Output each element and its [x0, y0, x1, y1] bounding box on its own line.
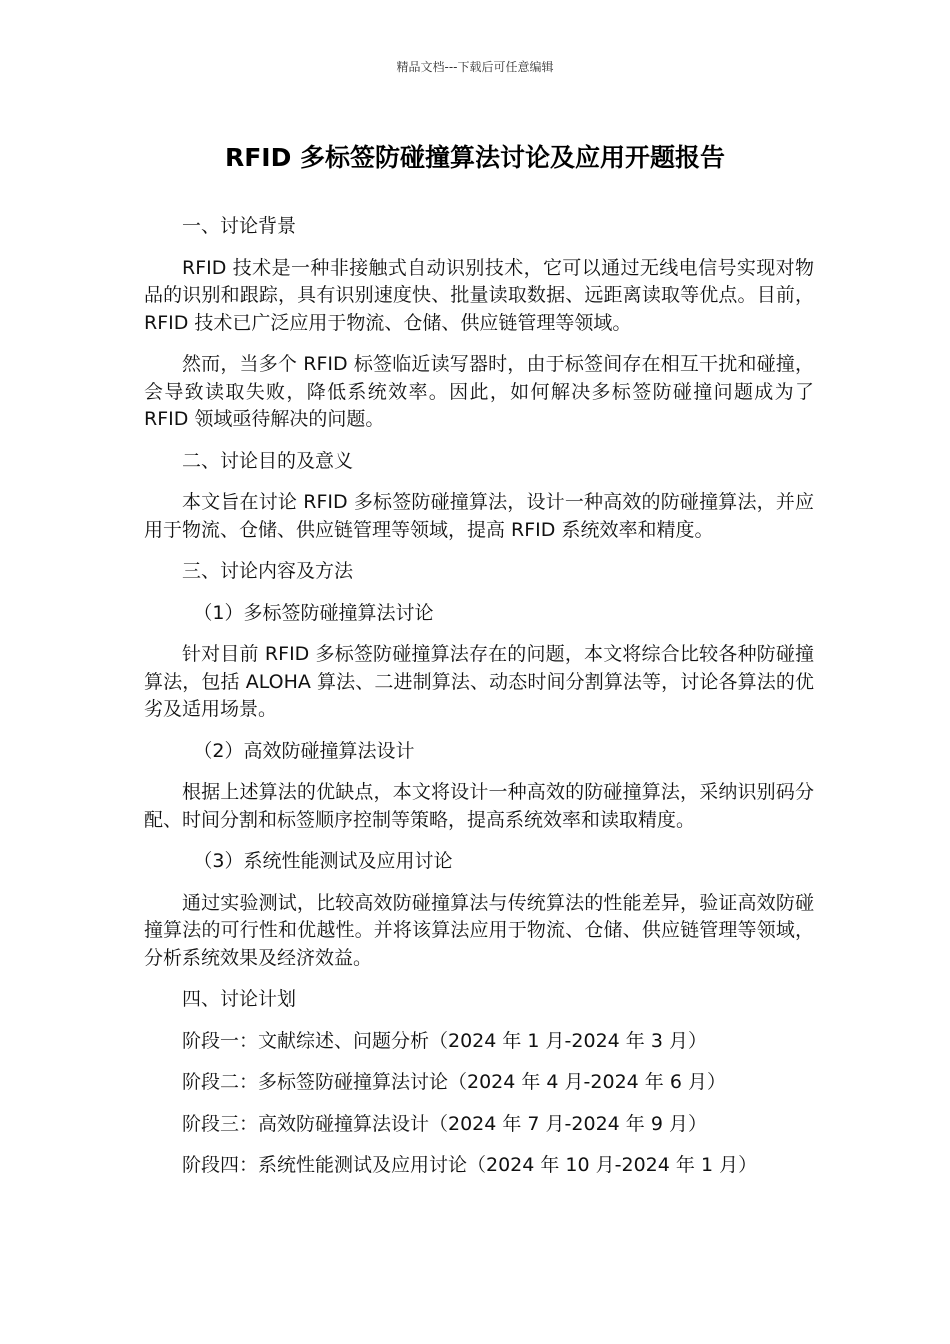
plan-stage-4: 阶段四：系统性能测试及应用讨论（2024 年 10 月-2024 年 1 月） — [182, 1154, 758, 1176]
section-heading-purpose: 二、讨论目的及意义 — [182, 449, 354, 472]
purpose-paragraph: 本文旨在讨论 RFID 多标签防碰撞算法，设计一种高效的防碰撞算法，并应用于物流、仓储、供应链管理等领域，提高 RFID 系统效率和精度。 — [144, 491, 814, 541]
section-heading-plan: 四、讨论计划 — [182, 988, 297, 1010]
background-paragraph-2: 然而，当多个 RFID 标签临近读写器时，由于标签间存在相互干扰和碰撞，会导致读取失败，降低系统效率。因此，如何解决多标签防碰撞问题成为了 RFID 领域亟待解决的问题。 — [144, 353, 814, 430]
plan-stage-1: 阶段一：文献综述、问题分析（2024 年 1 月-2024 年 3 月） — [182, 1029, 707, 1052]
document-body — [144, 213, 814, 1194]
performance-test-paragraph: 通过实验测试，比较高效防碰撞算法与传统算法的性能差异，验证高效防碰撞算法的可行性和优越性。并将该算法应用于物流、仓储、供应链管理等领域，分析系统效果及经济效益。 — [144, 891, 814, 969]
algorithm-discussion-paragraph: 针对目前 RFID 多标签防碰撞算法存在的问题，本文将综合比较各种防碰撞算法，包括 ALOHA 算法、二进制算法、动态时间分割算法等，讨论各算法的优劣及适用场景。 — [144, 643, 814, 720]
background-paragraph-1: RFID 技术是一种非接触式自动识别技术，它可以通过无线电信号实现对物品的识别和跟踪，具有识别速度快、批量读取数据、远距离读取等优点。目前，RFID 技术已广泛应用于物流、仓储、供应链管理等领域。 — [144, 256, 814, 334]
subheading-algorithm-discussion: （1）多标签防碰撞算法讨论 — [193, 601, 434, 624]
page-header-watermark: 精品文档---下载后可任意编辑 — [396, 60, 554, 74]
subheading-algorithm-design: （2）高效防碰撞算法设计 — [193, 739, 415, 762]
plan-stage-3: 阶段三：高效防碰撞算法设计（2024 年 7 月-2024 年 9 月） — [182, 1112, 707, 1135]
algorithm-design-paragraph: 根据上述算法的优缺点，本文将设计一种高效的防碰撞算法，采纳识别码分配、时间分割和标签顺序控制等策略，提高系统效率和读取精度。 — [144, 781, 814, 831]
section-heading-content-method: 三、讨论内容及方法 — [182, 560, 354, 582]
subheading-performance-test: （3）系统性能测试及应用讨论 — [193, 850, 453, 872]
plan-stage-2: 阶段二：多标签防碰撞算法讨论（2024 年 4 月-2024 年 6 月） — [182, 1071, 726, 1093]
document-title: RFID 多标签防碰撞算法讨论及应用开题报告 — [224, 143, 726, 172]
section-heading-background: 一、讨论背景 — [182, 215, 297, 237]
